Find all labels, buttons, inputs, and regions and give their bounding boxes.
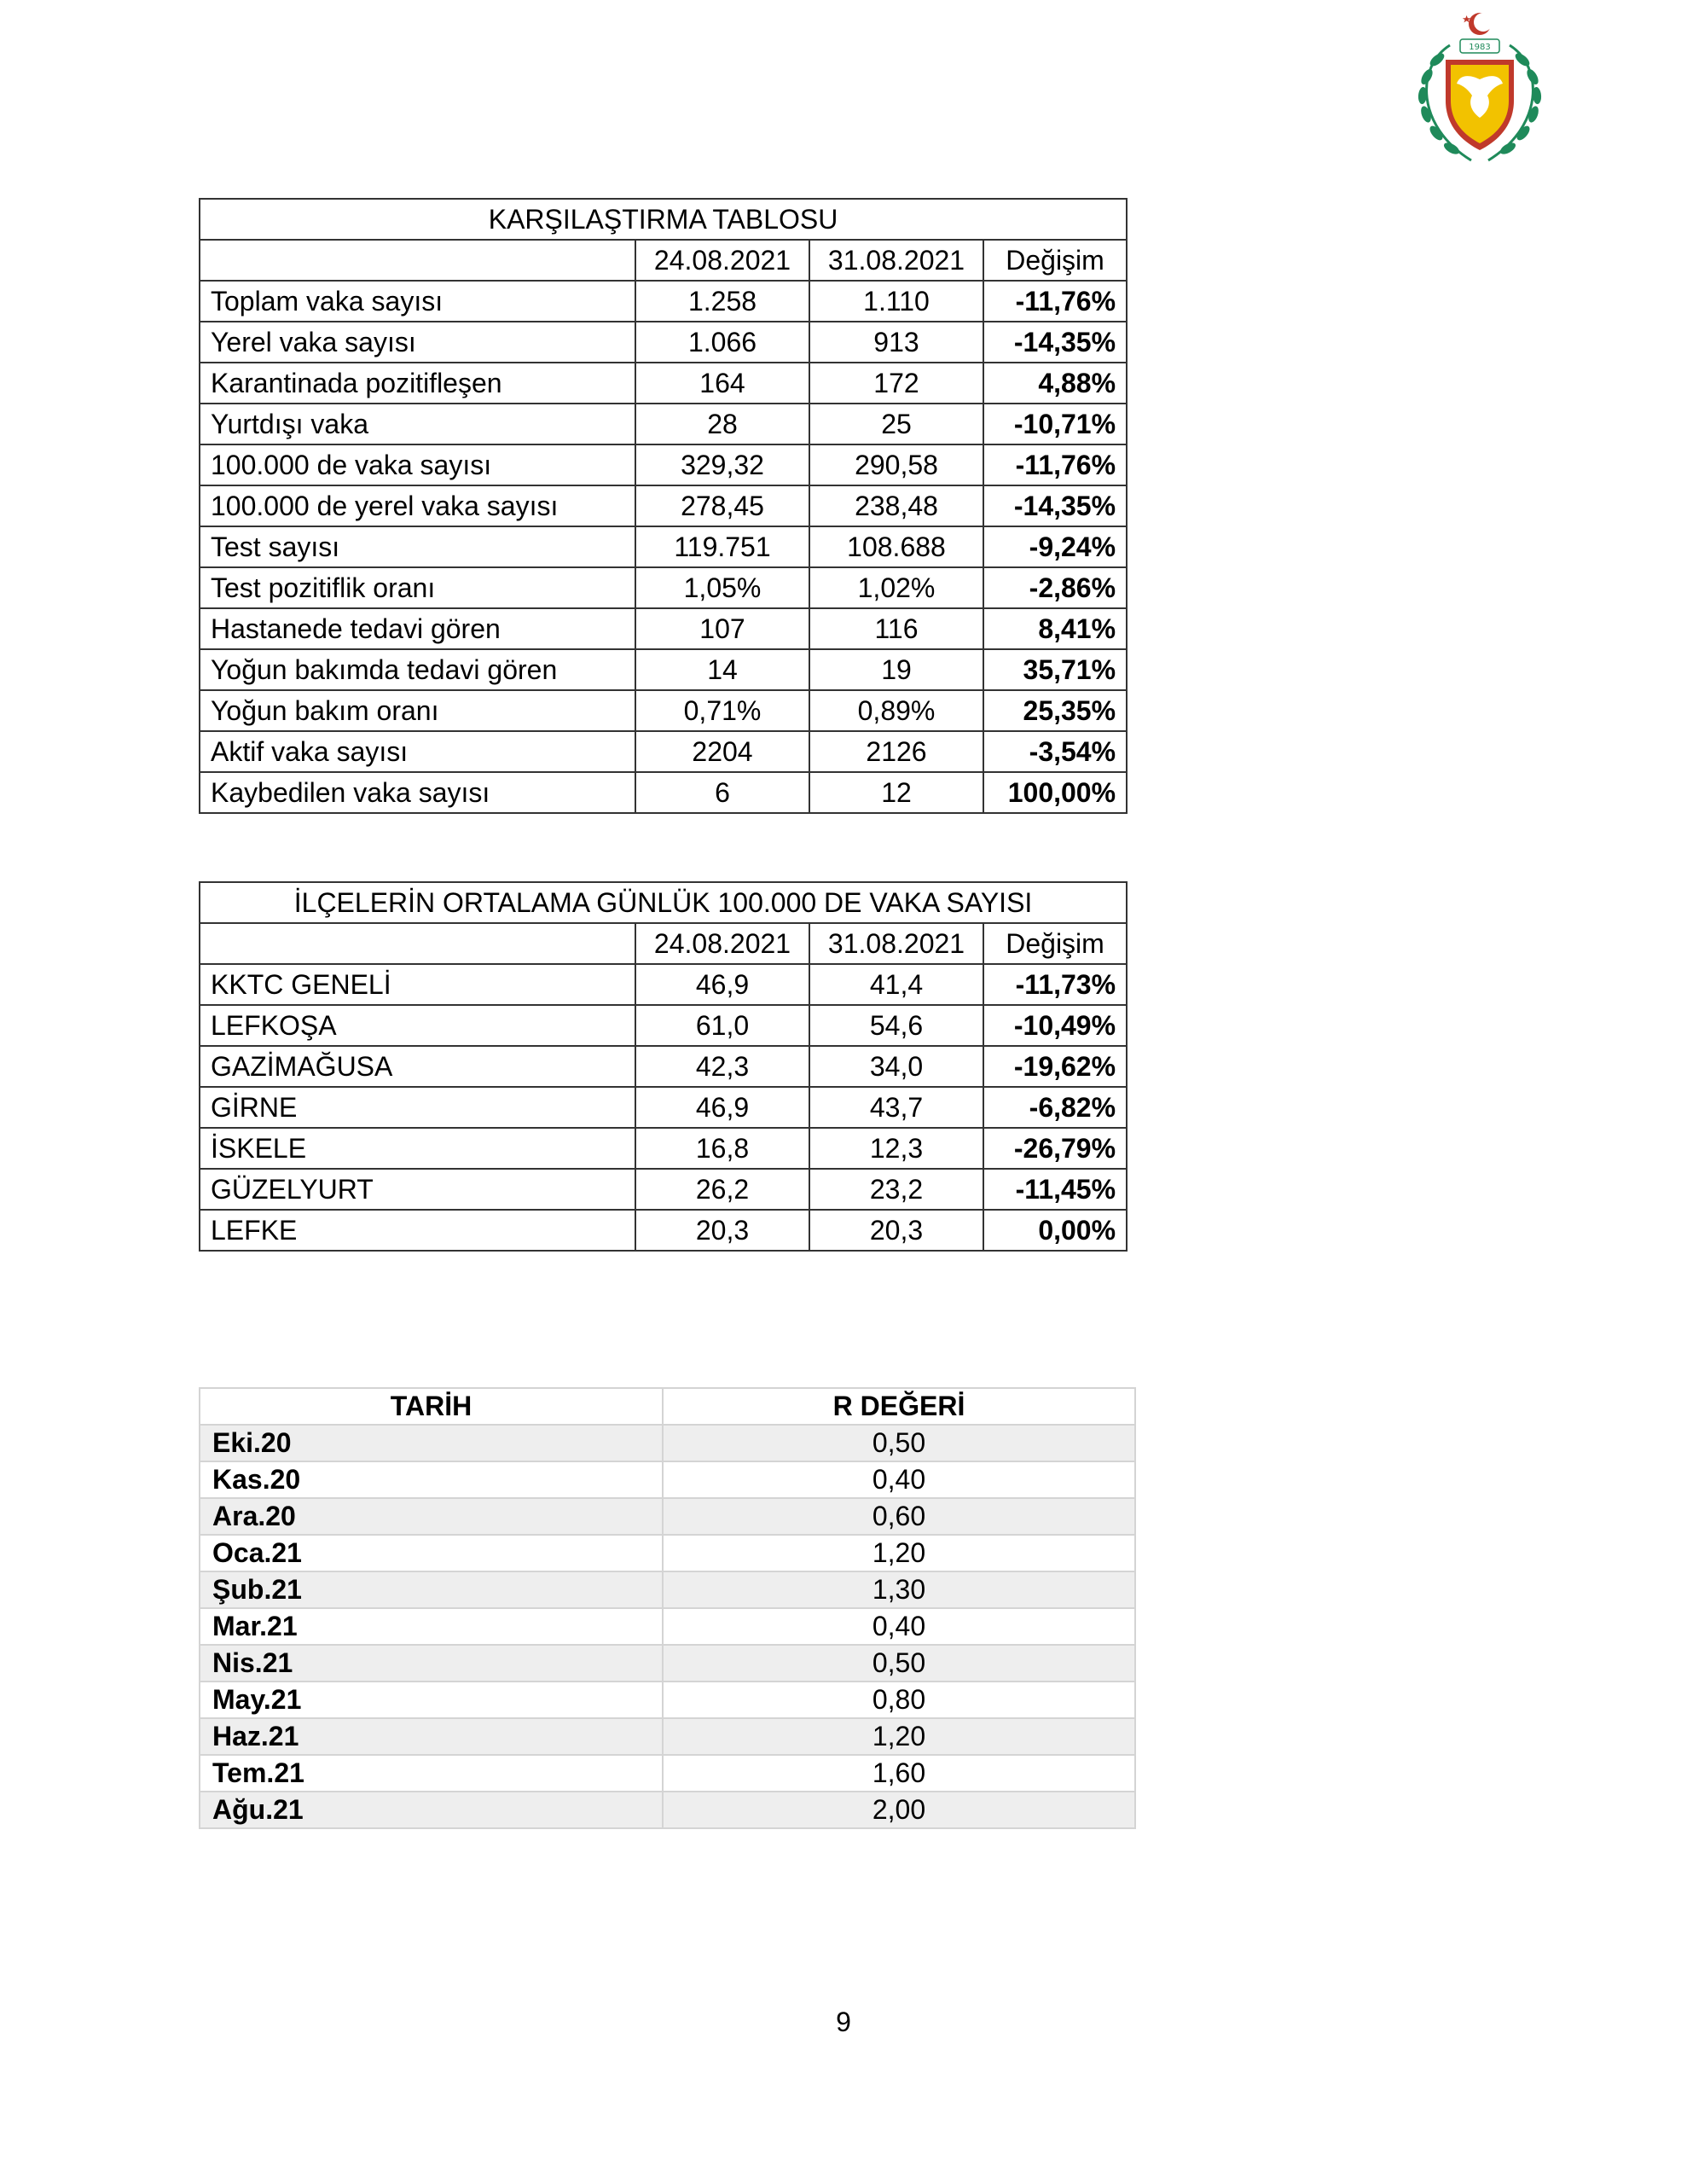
comparison-table-row-label: Yurtdışı vaka — [200, 404, 635, 444]
comparison-table-row-value-date2: 12 — [809, 772, 983, 813]
comparison-table-row-label: Karantinada pozitifleşen — [200, 363, 635, 404]
comparison-table-header-row — [200, 240, 1127, 281]
comparison-table-row-change: -14,35% — [983, 322, 1127, 363]
comparison-table-row-change: -2,86% — [983, 567, 1127, 608]
comparison-table-header-date1: 24.08.2021 — [635, 240, 809, 281]
r-value-table-row — [200, 1571, 1135, 1608]
district-table-row-value-date2: 54,6 — [809, 1005, 983, 1046]
r-value-row-value: 2,00 — [663, 1792, 1135, 1828]
comparison-table-row-label: Yoğun bakımda tedavi gören — [200, 649, 635, 690]
r-value-table-row — [200, 1645, 1135, 1682]
district-table-row — [200, 1169, 1127, 1210]
district-table-title: İLÇELERİN ORTALAMA GÜNLÜK 100.000 DE VAKA SAYISI — [200, 882, 1127, 923]
district-table-header-date1: 24.08.2021 — [635, 923, 809, 964]
district-table-row-label: GÜZELYURT — [200, 1169, 635, 1210]
comparison-table-row-label: Test pozitiflik oranı — [200, 567, 635, 608]
comparison-table-row-value-date1: 1.258 — [635, 281, 809, 322]
comparison-table-row — [200, 444, 1127, 485]
r-value-row-date: Tem.21 — [200, 1755, 663, 1792]
district-table-row-label: LEFKOŞA — [200, 1005, 635, 1046]
comparison-table-row-label: Toplam vaka sayısı — [200, 281, 635, 322]
comparison-table-header-date2: 31.08.2021 — [809, 240, 983, 281]
comparison-table-row-label: Kaybedilen vaka sayısı — [200, 772, 635, 813]
comparison-table-row-value-date1: 6 — [635, 772, 809, 813]
comparison-table-row-value-date2: 25 — [809, 404, 983, 444]
district-table-header-empty — [200, 923, 635, 964]
comparison-table-title-row — [200, 199, 1127, 240]
district-table-title-row — [200, 882, 1127, 923]
comparison-table-row-value-date2: 0,89% — [809, 690, 983, 731]
comparison-table-row-value-date2: 2126 — [809, 731, 983, 772]
comparison-table-row-change: 35,71% — [983, 649, 1127, 690]
comparison-table-row — [200, 772, 1127, 813]
district-table-row-change: -10,49% — [983, 1005, 1127, 1046]
district-table-row-value-date2: 41,4 — [809, 964, 983, 1005]
comparison-table-row-label: 100.000 de yerel vaka sayısı — [200, 485, 635, 526]
district-table-row-change: 0,00% — [983, 1210, 1127, 1251]
district-table-row-label: LEFKE — [200, 1210, 635, 1251]
comparison-table-row-change: -3,54% — [983, 731, 1127, 772]
r-value-table-row — [200, 1535, 1135, 1571]
comparison-table-header-empty — [200, 240, 635, 281]
comparison-table-row-value-date1: 0,71% — [635, 690, 809, 731]
district-table-row — [200, 1046, 1127, 1087]
r-value-table-row — [200, 1682, 1135, 1718]
comparison-table-row-label: Hastanede tedavi gören — [200, 608, 635, 649]
comparison-table-row — [200, 404, 1127, 444]
comparison-table-row — [200, 567, 1127, 608]
r-value-row-date: Nis.21 — [200, 1645, 663, 1682]
district-table-row-label: KKTC GENELİ — [200, 964, 635, 1005]
comparison-table-row-value-date2: 1,02% — [809, 567, 983, 608]
district-table-row-label: GAZİMAĞUSA — [200, 1046, 635, 1087]
r-value-row-value: 0,50 — [663, 1425, 1135, 1461]
comparison-table-row-value-date1: 107 — [635, 608, 809, 649]
emblem-year: 1983 — [1469, 43, 1491, 52]
r-value-table-row — [200, 1792, 1135, 1828]
r-value-table-row — [200, 1461, 1135, 1498]
comparison-table-row-change: 8,41% — [983, 608, 1127, 649]
comparison-table-row-change: -14,35% — [983, 485, 1127, 526]
district-table-row — [200, 1087, 1127, 1128]
district-table-row-value-date1: 16,8 — [635, 1128, 809, 1169]
district-table-header-date2: 31.08.2021 — [809, 923, 983, 964]
r-value-row-date: Eki.20 — [200, 1425, 663, 1461]
comparison-table-row — [200, 731, 1127, 772]
district-table-row-value-date1: 46,9 — [635, 964, 809, 1005]
comparison-table-row-value-date1: 28 — [635, 404, 809, 444]
district-table-row — [200, 964, 1127, 1005]
r-value-row-value: 1,20 — [663, 1535, 1135, 1571]
district-table-row-change: -11,45% — [983, 1169, 1127, 1210]
comparison-table-row — [200, 526, 1127, 567]
district-table-row-value-date1: 20,3 — [635, 1210, 809, 1251]
district-table-row-change: -26,79% — [983, 1128, 1127, 1169]
comparison-table-row — [200, 608, 1127, 649]
page-number: 9 — [836, 2007, 851, 2037]
district-table-row-value-date1: 26,2 — [635, 1169, 809, 1210]
comparison-table-title: KARŞILAŞTIRMA TABLOSU — [200, 199, 1127, 240]
district-table-row-change: -6,82% — [983, 1087, 1127, 1128]
comparison-table-row-value-date1: 2204 — [635, 731, 809, 772]
r-value-row-date: Şub.21 — [200, 1571, 663, 1608]
r-value-row-date: Kas.20 — [200, 1461, 663, 1498]
comparison-table-row-change: -9,24% — [983, 526, 1127, 567]
district-table-header-row — [200, 923, 1127, 964]
district-table-header-change: Değişim — [983, 923, 1127, 964]
comparison-table-row-change: -10,71% — [983, 404, 1127, 444]
comparison-table — [199, 198, 1128, 814]
r-value-row-value: 0,50 — [663, 1645, 1135, 1682]
comparison-table-header-change: Değişim — [983, 240, 1127, 281]
comparison-table-row — [200, 281, 1127, 322]
district-table-row — [200, 1128, 1127, 1169]
comparison-table-row — [200, 690, 1127, 731]
district-table-row-label: GİRNE — [200, 1087, 635, 1128]
r-value-row-date: Oca.21 — [200, 1535, 663, 1571]
coat-of-arms-svg — [1399, 7, 1561, 169]
comparison-table-row-value-date2: 108.688 — [809, 526, 983, 567]
comparison-table-row-value-date1: 119.751 — [635, 526, 809, 567]
r-value-table-row — [200, 1425, 1135, 1461]
district-table-row-change: -19,62% — [983, 1046, 1127, 1087]
comparison-table-row-label: Yerel vaka sayısı — [200, 322, 635, 363]
r-value-table-row — [200, 1755, 1135, 1792]
r-value-table — [199, 1387, 1136, 1829]
district-table-row-value-date2: 43,7 — [809, 1087, 983, 1128]
comparison-table-row-value-date1: 164 — [635, 363, 809, 404]
r-value-row-date: Haz.21 — [200, 1718, 663, 1755]
comparison-table-row-label: Yoğun bakım oranı — [200, 690, 635, 731]
r-value-header-date: TARİH — [200, 1388, 663, 1425]
comparison-table-row-value-date2: 172 — [809, 363, 983, 404]
district-table-row-value-date2: 34,0 — [809, 1046, 983, 1087]
comparison-table-row-label: Test sayısı — [200, 526, 635, 567]
district-table — [199, 881, 1128, 1252]
coat-of-arms-icon — [1399, 7, 1561, 169]
r-value-row-date: Ağu.21 — [200, 1792, 663, 1828]
comparison-table-row-value-date2: 913 — [809, 322, 983, 363]
r-value-header-value: R DEĞERİ — [663, 1388, 1135, 1425]
district-table-row-value-date1: 46,9 — [635, 1087, 809, 1128]
r-value-row-value: 1,30 — [663, 1571, 1135, 1608]
district-table-row-value-date1: 61,0 — [635, 1005, 809, 1046]
r-value-row-value: 0,40 — [663, 1461, 1135, 1498]
r-value-row-date: Mar.21 — [200, 1608, 663, 1645]
comparison-table-row — [200, 363, 1127, 404]
district-table-row-change: -11,73% — [983, 964, 1127, 1005]
r-value-row-value: 1,20 — [663, 1718, 1135, 1755]
comparison-table-row-change: -11,76% — [983, 281, 1127, 322]
r-value-row-value: 0,60 — [663, 1498, 1135, 1535]
comparison-table-row-value-date1: 1.066 — [635, 322, 809, 363]
comparison-table-row-value-date2: 290,58 — [809, 444, 983, 485]
district-table-row-label: İSKELE — [200, 1128, 635, 1169]
comparison-table-row-label: 100.000 de vaka sayısı — [200, 444, 635, 485]
comparison-table-row-value-date2: 19 — [809, 649, 983, 690]
comparison-table-row-value-date1: 278,45 — [635, 485, 809, 526]
comparison-table-row-change: -11,76% — [983, 444, 1127, 485]
district-table-row-value-date1: 42,3 — [635, 1046, 809, 1087]
comparison-table-row-value-date1: 1,05% — [635, 567, 809, 608]
comparison-table-row-value-date2: 238,48 — [809, 485, 983, 526]
district-table-row-value-date2: 23,2 — [809, 1169, 983, 1210]
r-value-row-value: 0,40 — [663, 1608, 1135, 1645]
r-value-table-row — [200, 1718, 1135, 1755]
r-value-table-header-row — [200, 1388, 1135, 1425]
comparison-table-row-change: 25,35% — [983, 690, 1127, 731]
comparison-table-row-value-date1: 329,32 — [635, 444, 809, 485]
r-value-row-date: Ara.20 — [200, 1498, 663, 1535]
comparison-table-row — [200, 649, 1127, 690]
district-table-row-value-date2: 20,3 — [809, 1210, 983, 1251]
comparison-table-row-value-date2: 116 — [809, 608, 983, 649]
comparison-table-row — [200, 485, 1127, 526]
comparison-table-row-value-date1: 14 — [635, 649, 809, 690]
comparison-table-row — [200, 322, 1127, 363]
r-value-table-row — [200, 1498, 1135, 1535]
comparison-table-row-label: Aktif vaka sayısı — [200, 731, 635, 772]
comparison-table-row-change: 100,00% — [983, 772, 1127, 813]
district-table-row-value-date2: 12,3 — [809, 1128, 983, 1169]
comparison-table-row-value-date2: 1.110 — [809, 281, 983, 322]
r-value-row-value: 1,60 — [663, 1755, 1135, 1792]
r-value-row-value: 0,80 — [663, 1682, 1135, 1718]
district-table-row — [200, 1005, 1127, 1046]
r-value-table-row — [200, 1608, 1135, 1645]
district-table-row — [200, 1210, 1127, 1251]
r-value-row-date: May.21 — [200, 1682, 663, 1718]
comparison-table-row-change: 4,88% — [983, 363, 1127, 404]
